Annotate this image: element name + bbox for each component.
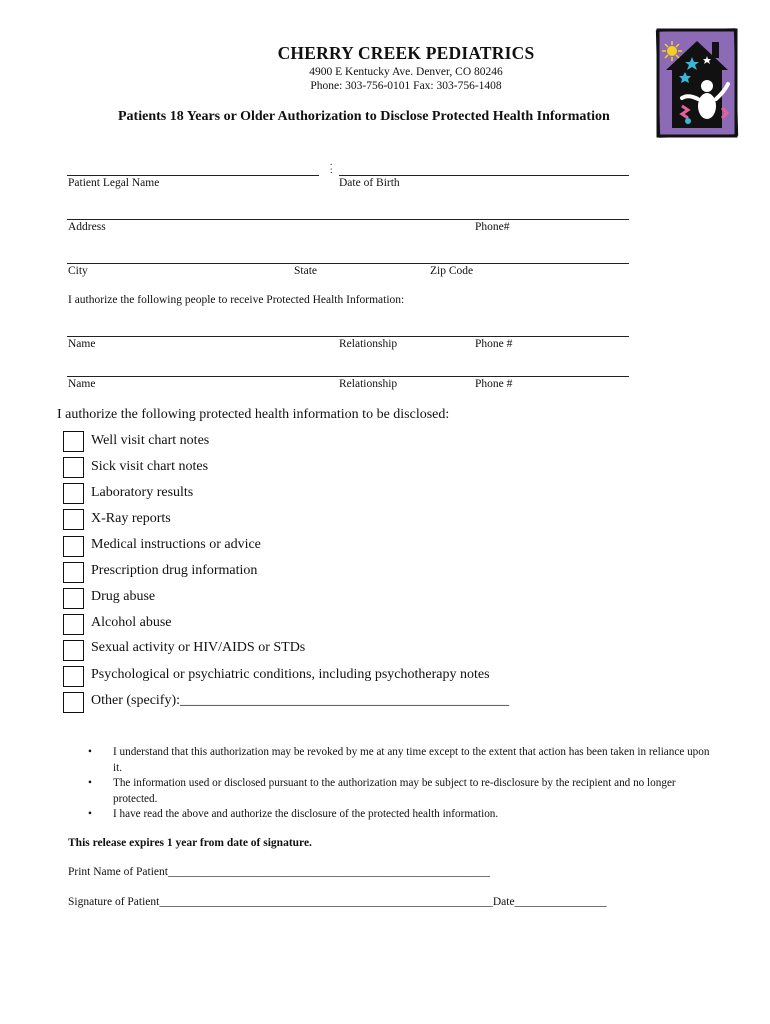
practice-phone: Phone: 303-756-0101 Fax: 303-756-1408 [310, 80, 502, 92]
checkbox-medical-instructions[interactable] [63, 536, 84, 557]
person-2-name-label: Name [68, 378, 96, 390]
checkbox-sexual-activity[interactable] [63, 640, 84, 661]
print-name-line[interactable]: ________________________________________________________ [167, 866, 490, 878]
checkbox-xray[interactable] [63, 509, 84, 530]
date-label: Date [492, 896, 515, 908]
person-1-name-label: Name [68, 338, 96, 350]
label-well-visit: Well visit chart notes [91, 433, 210, 448]
statement-item: • The information used or disclosed pursuant to the authorization may be subject to re-disclosure by the recipient and no longer protected. [88, 777, 676, 805]
label-laboratory: Laboratory results [91, 485, 194, 500]
address-line[interactable] [67, 219, 629, 220]
checkbox-alcohol-abuse[interactable] [63, 614, 84, 635]
legal-name-label: Patient Legal Name [68, 177, 160, 189]
person-1-phone-label: Phone # [475, 338, 513, 350]
signature-label: Signature of Patient [68, 896, 160, 908]
person-2-relationship-label: Relationship [339, 378, 398, 390]
zip-label: Zip Code [430, 265, 474, 277]
expiry-note: This release expires 1 year from date of signature. [68, 837, 312, 849]
dob-label: Date of Birth [339, 177, 400, 189]
label-prescription: Prescription drug information [91, 563, 258, 578]
statement-read-authorize: I have read the above and authorize the disclosure of the protected health information. [113, 808, 499, 820]
city-label: City [68, 265, 88, 277]
checkbox-drug-abuse[interactable] [63, 588, 84, 609]
date-line[interactable]: ________________ [514, 896, 607, 908]
state-label: State [294, 265, 317, 277]
checkbox-psychological[interactable] [63, 666, 84, 687]
person-1-relationship-label: Relationship [339, 338, 398, 350]
legal-name-line[interactable] [67, 175, 319, 176]
label-xray: X-Ray reports [91, 511, 171, 526]
house-child-logo-icon [652, 24, 742, 140]
label-medical-instructions: Medical instructions or advice [91, 537, 261, 552]
authorized-people-intro: I authorize the following people to receive Protected Health Information: [68, 294, 405, 306]
label-sexual-activity: Sexual activity or HIV/AIDS or STDs [91, 640, 306, 655]
form-title: Patients 18 Years or Older Authorization to Disclose Protected Health Information [118, 109, 610, 124]
disclosure-heading: I authorize the following protected health information to be disclosed: [57, 407, 450, 422]
label-psychological: Psychological or psychiatric conditions, including psychotherapy notes [91, 667, 490, 682]
statement-item: • I understand that this authorization may be revoked by me at any time except to the extent that action has been taken in reliance upon it. [88, 746, 710, 774]
label-drug-abuse: Drug abuse [91, 589, 156, 604]
authorized-person-line-1[interactable] [67, 336, 629, 337]
statement-redisclosure: The information used or disclosed pursuant to the authorization may be subject to re-disclosure by the recipient and no longer protected. [113, 777, 676, 805]
practice-name: CHERRY CREEK PEDIATRICS [277, 43, 535, 63]
label-sick-visit: Sick visit chart notes [91, 459, 209, 474]
checkbox-laboratory[interactable] [63, 483, 84, 504]
checkbox-prescription[interactable] [63, 562, 84, 583]
checkbox-well-visit[interactable] [63, 431, 84, 452]
print-name-row[interactable] [68, 866, 490, 878]
statement-item: • I have read the above and authorize the disclosure of the protected health information. [88, 808, 499, 820]
label-alcohol-abuse: Alcohol abuse [91, 615, 172, 630]
address-label: Address [68, 221, 106, 233]
phone-label: Phone# [475, 221, 510, 233]
signature-row[interactable] [68, 896, 607, 908]
person-2-phone-label: Phone # [475, 378, 513, 390]
label-other: Other (specify):_______________________________________________ [91, 693, 510, 708]
statement-revocable: I understand that this authorization may be revoked by me at any time except to the extent that action has been taken in reliance upon it. [113, 746, 710, 774]
print-name-label: Print Name of Patient [68, 866, 168, 878]
signature-line[interactable]: __________________________________________________________ [159, 896, 493, 908]
field-separator: . : [330, 157, 333, 175]
checkbox-other[interactable] [63, 692, 84, 713]
city-state-zip-line[interactable] [67, 263, 629, 264]
statements-list [88, 745, 718, 823]
dob-line[interactable] [339, 175, 629, 176]
practice-address: 4900 E Kentucky Ave. Denver, CO 80246 [309, 66, 503, 78]
checkbox-sick-visit[interactable] [63, 457, 84, 478]
authorized-person-line-2[interactable] [67, 376, 629, 377]
